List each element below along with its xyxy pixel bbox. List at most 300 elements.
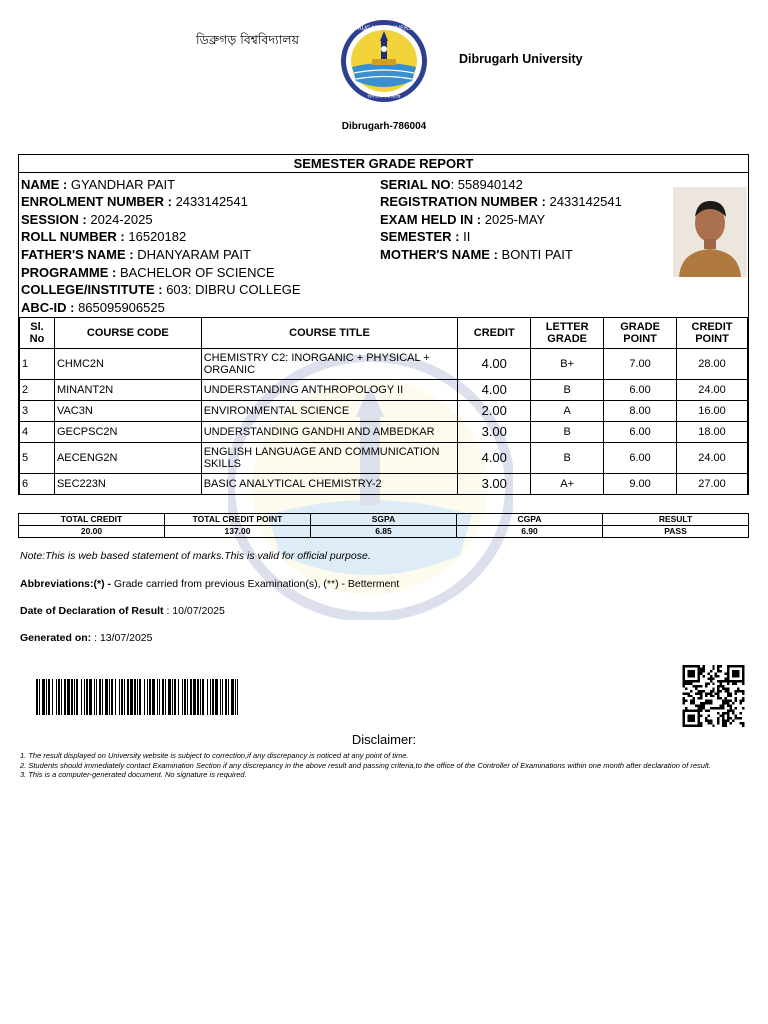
qr-module <box>735 682 737 684</box>
qr-module <box>725 690 727 692</box>
barcode-bar <box>172 679 173 715</box>
row-credit: 4.00 <box>458 349 531 380</box>
qr-module <box>720 697 722 699</box>
qr-module <box>712 707 714 709</box>
header-credit-point: CREDIT POINT <box>677 318 748 349</box>
barcode-bar <box>36 679 38 715</box>
barcode-bar <box>119 679 120 715</box>
barcode-bar <box>96 679 97 715</box>
qr-module <box>712 667 714 669</box>
barcode-bar <box>42 679 45 715</box>
qr-module <box>692 702 694 704</box>
qr-module <box>737 690 739 692</box>
qr-module <box>725 697 727 699</box>
qr-module <box>683 680 685 682</box>
qr-module <box>735 665 737 667</box>
qr-module <box>683 665 685 667</box>
qr-module <box>732 710 734 712</box>
qr-module <box>717 722 719 724</box>
qr-module <box>727 705 729 707</box>
qr-module <box>690 710 692 712</box>
row-letter-grade: B <box>531 380 604 401</box>
qr-module <box>727 695 729 697</box>
result-label: RESULT <box>603 514 749 526</box>
qr-module <box>695 692 697 694</box>
qr-module <box>702 667 704 669</box>
qr-module <box>742 682 744 684</box>
barcode-bar <box>207 679 208 715</box>
qr-module <box>683 725 685 727</box>
barcode-bar <box>184 679 186 715</box>
qr-module <box>722 687 724 689</box>
barcode-bar <box>157 679 158 715</box>
qr-module <box>717 687 719 689</box>
barcode-bar <box>102 679 103 715</box>
barcode-bar <box>124 679 125 715</box>
row-course-title: CHEMISTRY C2: INORGANIC + PHYSICAL + ORGANIC <box>201 349 458 380</box>
qr-module <box>725 687 727 689</box>
row-credit-point: 24.00 <box>677 380 748 401</box>
qr-module <box>697 710 699 712</box>
qr-module <box>692 717 694 719</box>
qr-module <box>687 725 689 727</box>
qr-module <box>697 717 699 719</box>
barcode-bar <box>174 679 176 715</box>
qr-module <box>715 675 717 677</box>
qr-module <box>707 692 709 694</box>
qr-module <box>727 710 729 712</box>
summary-label-row <box>19 514 749 526</box>
declaration-date: Date of Declaration of Result : 10/07/2025 <box>20 605 225 617</box>
row-letter-grade: A+ <box>531 474 604 495</box>
programme-field: PROGRAMME : BACHELOR OF SCIENCE <box>21 265 275 280</box>
qr-module <box>725 700 727 702</box>
title-divider <box>19 172 748 173</box>
qr-module <box>735 697 737 699</box>
barcode-bar <box>84 679 85 715</box>
row-credit-point: 18.00 <box>677 422 748 443</box>
barcode-bar <box>46 679 47 715</box>
qr-module <box>692 710 694 712</box>
university-name: Dibrugarh University <box>459 52 583 66</box>
qr-module <box>697 725 699 727</box>
qr-module <box>697 690 699 692</box>
barcode-bar <box>134 679 136 715</box>
qr-module <box>697 720 699 722</box>
qr-module <box>712 677 714 679</box>
qr-module <box>735 692 737 694</box>
qr-module <box>685 707 687 709</box>
barcode-bar <box>81 679 82 715</box>
qr-module <box>687 670 689 672</box>
qr-module <box>685 682 687 684</box>
qr-module <box>712 682 714 684</box>
table-row <box>20 443 748 474</box>
disclaimer-list <box>20 751 750 780</box>
qr-module <box>685 680 687 682</box>
qr-module <box>692 675 694 677</box>
barcode-bar <box>144 679 145 715</box>
qr-module <box>710 720 712 722</box>
qr-module <box>742 725 744 727</box>
qr-module <box>690 682 692 684</box>
serial-no-field: SERIAL NO: 558940142 <box>380 177 523 192</box>
qr-module <box>697 697 699 699</box>
qr-module <box>695 685 697 687</box>
qr-module <box>690 715 692 717</box>
qr-module <box>707 677 709 679</box>
qr-module <box>732 720 734 722</box>
qr-module <box>737 687 739 689</box>
row-course-code: AECENG2N <box>54 443 201 474</box>
qr-module <box>720 705 722 707</box>
barcode-bar <box>71 679 73 715</box>
qr-module <box>740 702 742 704</box>
qr-module <box>737 665 739 667</box>
barcode-bar <box>149 679 151 715</box>
qr-module <box>695 725 697 727</box>
qr-module <box>687 672 689 674</box>
qr-module <box>702 665 704 667</box>
barcode-bar <box>190 679 192 715</box>
university-name-bengali: ডিব্ৰুগড় বিশ্ববিদ্যালয় <box>196 32 299 47</box>
qr-module <box>737 670 739 672</box>
barcode-bar <box>182 679 183 715</box>
barcode-bar <box>202 679 204 715</box>
grade-report-box <box>18 154 749 495</box>
qr-module <box>690 717 692 719</box>
qr-module <box>683 697 685 699</box>
barcode-bar <box>137 679 138 715</box>
qr-module <box>722 702 724 704</box>
qr-module <box>697 685 699 687</box>
header-sl-no: Sl. No <box>20 318 55 349</box>
validity-note: Note:This is web based statement of marks.This is valid for official purpose. <box>20 550 371 562</box>
qr-module <box>737 672 739 674</box>
qr-module <box>722 707 724 709</box>
barcode-bar <box>94 679 95 715</box>
qr-module <box>740 665 742 667</box>
qr-module <box>715 672 717 674</box>
row-grade-point: 6.00 <box>604 443 677 474</box>
qr-module <box>687 715 689 717</box>
row-credit-point: 16.00 <box>677 401 748 422</box>
barcode-bar <box>159 679 160 715</box>
table-row <box>20 380 748 401</box>
qr-module <box>690 725 692 727</box>
qr-module <box>710 675 712 677</box>
qr-module <box>727 667 729 669</box>
barcode-bar <box>197 679 199 715</box>
qr-module <box>695 680 697 682</box>
qr-module <box>742 690 744 692</box>
barcode-bar <box>147 679 148 715</box>
qr-module <box>700 702 702 704</box>
qr-module <box>685 700 687 702</box>
row-course-title: BASIC ANALYTICAL CHEMISTRY-2 <box>201 474 458 495</box>
qr-module <box>725 725 727 727</box>
qr-module <box>730 680 732 682</box>
qr-module <box>695 710 697 712</box>
qr-module <box>683 685 685 687</box>
qr-module <box>727 692 729 694</box>
qr-module <box>690 665 692 667</box>
barcode <box>36 679 238 715</box>
row-credit: 4.00 <box>458 380 531 401</box>
svg-text:বিদ্যাৰ্থে কৰ্মভিত্তি: বিদ্যাৰ্থে কৰ্মভিত্তি <box>367 94 401 100</box>
abc-id-field: ABC-ID : 865095906525 <box>21 300 165 315</box>
row-course-code: MINANT2N <box>54 380 201 401</box>
row-letter-grade: B <box>531 422 604 443</box>
qr-module <box>683 667 685 669</box>
qr-module <box>700 710 702 712</box>
qr-module <box>727 687 729 689</box>
qr-module <box>700 692 702 694</box>
row-sl: 6 <box>20 474 55 495</box>
qr-module <box>727 675 729 677</box>
row-course-title: UNDERSTANDING ANTHROPOLOGY II <box>201 380 458 401</box>
qr-module <box>702 702 704 704</box>
qr-module <box>700 685 702 687</box>
qr-module <box>742 692 744 694</box>
qr-module <box>700 667 702 669</box>
qr-module <box>725 680 727 682</box>
qr-module <box>725 722 727 724</box>
barcode-bar <box>74 679 75 715</box>
qr-module <box>697 675 699 677</box>
summary-value-row <box>19 526 749 538</box>
qr-module <box>717 680 719 682</box>
header-letter-grade: LETTER GRADE <box>531 318 604 349</box>
row-credit-point: 24.00 <box>677 443 748 474</box>
barcode-bar <box>235 679 236 715</box>
name-field: NAME : GYANDHAR PAIT <box>21 177 176 192</box>
qr-module <box>735 672 737 674</box>
table-row <box>20 474 748 495</box>
qr-module <box>692 725 694 727</box>
qr-code <box>680 665 747 727</box>
barcode-bar <box>162 679 164 715</box>
qr-module <box>727 670 729 672</box>
qr-module <box>720 685 722 687</box>
barcode-bar <box>48 679 50 715</box>
qr-module <box>697 705 699 707</box>
qr-module <box>692 680 694 682</box>
row-course-code: SEC223N <box>54 474 201 495</box>
barcode-bar <box>89 679 92 715</box>
header-grade-point: GRADE POINT <box>604 318 677 349</box>
qr-module <box>687 717 689 719</box>
qr-module <box>720 690 722 692</box>
semester-field: SEMESTER : II <box>380 229 471 244</box>
university-address: Dibrugarh-786004 <box>341 121 427 132</box>
barcode-bar <box>222 679 223 715</box>
qr-module <box>685 710 687 712</box>
qr-module <box>717 720 719 722</box>
barcode-bar <box>67 679 70 715</box>
qr-module <box>717 665 719 667</box>
qr-module <box>683 682 685 684</box>
header-course-code: COURSE CODE <box>54 318 201 349</box>
qr-module <box>687 695 689 697</box>
qr-module <box>712 690 714 692</box>
row-grade-point: 6.00 <box>604 380 677 401</box>
college-field: COLLEGE/INSTITUTE : 603: DIBRU COLLEGE <box>21 282 301 297</box>
qr-module <box>690 702 692 704</box>
qr-module <box>705 685 707 687</box>
qr-module <box>685 687 687 689</box>
qr-module <box>710 680 712 682</box>
qr-module <box>707 710 709 712</box>
qr-module <box>720 665 722 667</box>
qr-module <box>710 707 712 709</box>
row-credit: 3.00 <box>458 422 531 443</box>
qr-module <box>695 665 697 667</box>
qr-module <box>742 707 744 709</box>
qr-module <box>722 685 724 687</box>
qr-module <box>735 717 737 719</box>
row-sl: 3 <box>20 401 55 422</box>
total-credit-point-value: 137.00 <box>165 526 311 538</box>
cgpa-label: CGPA <box>457 514 603 526</box>
qr-module <box>690 700 692 702</box>
qr-module <box>712 695 714 697</box>
qr-module <box>695 687 697 689</box>
qr-module <box>717 697 719 699</box>
qr-module <box>692 685 694 687</box>
qr-module <box>710 722 712 724</box>
qr-module <box>727 717 729 719</box>
qr-module <box>722 725 724 727</box>
barcode-bar <box>130 679 133 715</box>
qr-module <box>705 717 707 719</box>
qr-module <box>705 720 707 722</box>
barcode-bar <box>99 679 101 715</box>
qr-module <box>685 665 687 667</box>
qr-module <box>700 725 702 727</box>
qr-module <box>710 670 712 672</box>
qr-module <box>720 670 722 672</box>
qr-module <box>683 717 685 719</box>
qr-module <box>700 695 702 697</box>
barcode-bar <box>111 679 113 715</box>
barcode-bar <box>76 679 78 715</box>
barcode-bar <box>210 679 211 715</box>
qr-module <box>710 702 712 704</box>
qr-module <box>683 672 685 674</box>
row-credit-point: 27.00 <box>677 474 748 495</box>
barcode-bar <box>39 679 40 715</box>
row-grade-point: 6.00 <box>604 422 677 443</box>
qr-module <box>717 675 719 677</box>
qr-module <box>687 682 689 684</box>
row-sl: 4 <box>20 422 55 443</box>
qr-module <box>730 692 732 694</box>
qr-module <box>732 680 734 682</box>
qr-module <box>702 675 704 677</box>
abbreviations-note: Abbreviations:(*) - Grade carried from previous Examination(s), (**) - Betterment <box>20 578 400 590</box>
barcode-bar <box>225 679 227 715</box>
qr-module <box>683 670 685 672</box>
university-logo <box>340 19 428 103</box>
qr-module <box>687 692 689 694</box>
qr-module <box>742 680 744 682</box>
qr-module <box>707 700 709 702</box>
qr-module <box>687 675 689 677</box>
qr-module <box>715 692 717 694</box>
qr-module <box>740 680 742 682</box>
exam-held-in-field: EXAM HELD IN : 2025-MAY <box>380 212 546 227</box>
qr-module <box>707 682 709 684</box>
barcode-bar <box>237 679 238 715</box>
row-course-code: CHMC2N <box>54 349 201 380</box>
qr-module <box>732 670 734 672</box>
qr-module <box>692 670 694 672</box>
qr-module <box>725 702 727 704</box>
qr-module <box>705 682 707 684</box>
barcode-bar <box>215 679 218 715</box>
qr-module <box>742 665 744 667</box>
qr-module <box>712 725 714 727</box>
barcode-bar <box>212 679 214 715</box>
qr-module <box>730 665 732 667</box>
qr-module <box>683 712 685 714</box>
qr-module <box>717 717 719 719</box>
table-row <box>20 349 748 380</box>
qr-module <box>722 700 724 702</box>
qr-module <box>740 700 742 702</box>
qr-module <box>730 707 732 709</box>
row-sl: 2 <box>20 380 55 401</box>
qr-module <box>727 682 729 684</box>
qr-module <box>722 717 724 719</box>
qr-module <box>700 715 702 717</box>
qr-module <box>710 695 712 697</box>
qr-module <box>742 697 744 699</box>
qr-module <box>732 672 734 674</box>
qr-module <box>683 702 685 704</box>
row-sl: 1 <box>20 349 55 380</box>
qr-module <box>742 675 744 677</box>
qr-module <box>687 710 689 712</box>
qr-module <box>683 722 685 724</box>
qr-module <box>683 700 685 702</box>
barcode-bar <box>228 679 229 715</box>
student-photo <box>673 187 747 277</box>
qr-module <box>690 690 692 692</box>
qr-module <box>737 680 739 682</box>
generated-date: Generated on: : 13/07/2025 <box>20 632 153 644</box>
qr-module <box>683 675 685 677</box>
qr-module <box>725 712 727 714</box>
qr-module <box>732 712 734 714</box>
disclaimer-item: 1. The result displayed on University website is subject to correction,if any discrepancy is noticed at any point of time. <box>20 751 409 760</box>
row-sl: 5 <box>20 443 55 474</box>
qr-module <box>725 672 727 674</box>
qr-module <box>692 715 694 717</box>
disclaimer-item: 3. This is a computer-generated document. No signature is required. <box>20 770 247 779</box>
total-credit-value: 20.00 <box>19 526 165 538</box>
qr-module <box>707 672 709 674</box>
row-credit: 2.00 <box>458 401 531 422</box>
qr-module <box>742 672 744 674</box>
registration-number-field: REGISTRATION NUMBER : 2433142541 <box>380 194 622 209</box>
row-credit: 4.00 <box>458 443 531 474</box>
qr-module <box>707 702 709 704</box>
qr-module <box>683 677 685 679</box>
roll-number-field: ROLL NUMBER : 16520182 <box>21 229 187 244</box>
barcode-bar <box>61 679 62 715</box>
